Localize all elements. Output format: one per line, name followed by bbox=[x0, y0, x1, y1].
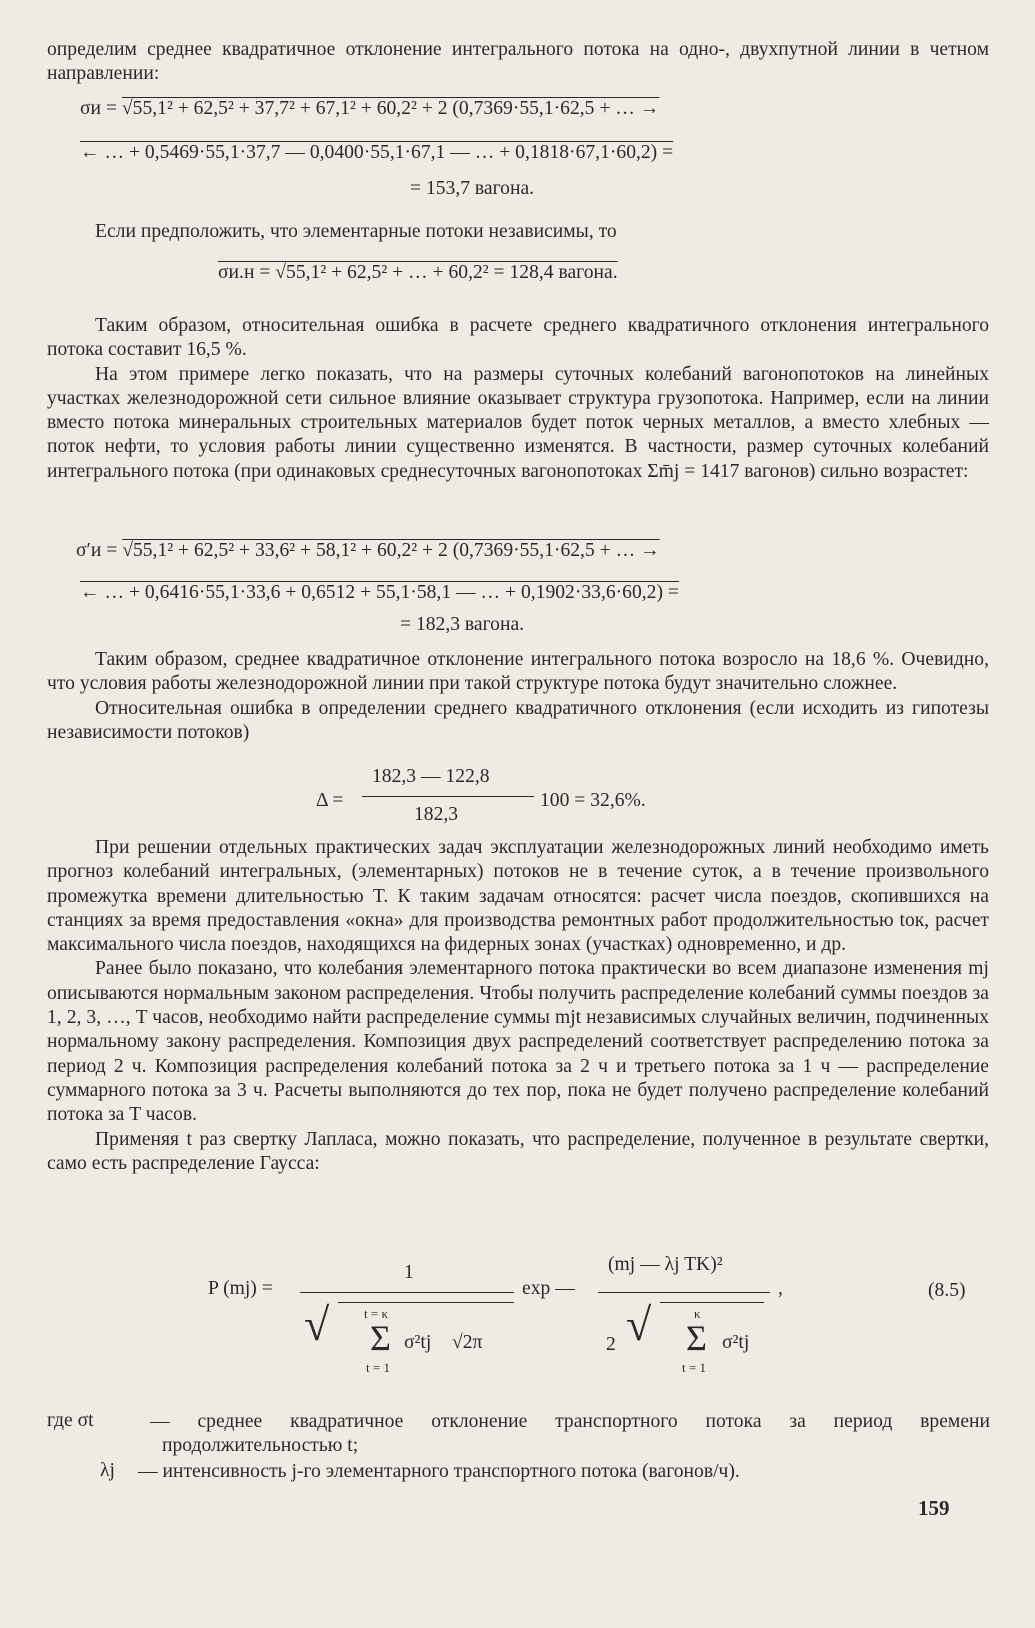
where-lambda-definition bbox=[138, 1460, 990, 1484]
eq5-sqrt2pi-text: √2π bbox=[452, 1332, 483, 1353]
eq5-sigma-term2: σ²tj bbox=[722, 1332, 750, 1353]
eq1-lhs: σи = bbox=[80, 98, 117, 119]
eq4-num: 182,3 — 122,8 bbox=[372, 766, 490, 787]
where-text-2: — интенсивность j-го элементарного транспортного потока (вагонов/ч). bbox=[138, 1461, 740, 1482]
eq5-numerator-2 bbox=[608, 1254, 723, 1276]
eq4-lhs: Δ = bbox=[316, 790, 344, 811]
eq3-lhs: σ′и = bbox=[76, 540, 118, 561]
where-sigma-definition bbox=[150, 1410, 990, 1459]
eq5-sum-top2: κ bbox=[694, 1306, 701, 1321]
body-text-3 bbox=[47, 836, 989, 1176]
intro-text: определим среднее квадратичное отклонение интегрального потока на одно-, двухпутной линии в четном направлении: bbox=[47, 39, 989, 85]
eq5-radical-1-bar bbox=[338, 1302, 514, 1303]
equation-1-line-3 bbox=[410, 178, 534, 200]
eq5-exp-text: exp — bbox=[522, 1278, 575, 1299]
eq5-numerator-1 bbox=[404, 1262, 414, 1284]
eq5-sqrt2pi bbox=[452, 1332, 482, 1354]
paragraph-1: Таким образом, относительная ошибка в расчете среднего квадратичного отклонения интегрального потока составит 16,5 %. bbox=[47, 315, 989, 361]
where-sigma-symbol bbox=[47, 1410, 94, 1432]
eq5-num2: (mj — λj TK)² bbox=[608, 1254, 723, 1275]
eq1-line3: = 153,7 вагона. bbox=[410, 178, 535, 199]
independence-paragraph bbox=[47, 220, 989, 244]
eq3-line1: √55,1² + 62,5² + 33,6² + 58,1² + 60,2² + 2 (0,7369·55,1·62,5 + … → bbox=[122, 540, 660, 561]
eq5-two-text: 2 bbox=[606, 1334, 616, 1355]
eq2-text: σи.н = √55,1² + 62,5² + … + 60,2² = 128,4 вагона. bbox=[218, 262, 618, 283]
eq4-rhs: 100 = 32,6%. bbox=[540, 790, 646, 811]
equation-3-line-3 bbox=[400, 614, 524, 636]
eq5-sum-bot2: t = 1 bbox=[682, 1360, 706, 1375]
intro-paragraph bbox=[47, 38, 989, 87]
equation-4-denominator bbox=[414, 804, 458, 826]
equation-3-line-2 bbox=[80, 582, 679, 604]
eq5-comma-text: , bbox=[778, 1278, 783, 1299]
eq5-radical-2-bar bbox=[660, 1302, 764, 1303]
paragraph-5: При решении отдельных практических задач эксплуатации железнодорожных линий необходимо иметь прогноз колебаний интегральных, (элементарных) потоков не в течение суток, а в течение произвольного промежутка времени длительностью T. К таким задачам относятся: расчет числа поездов, скопившихся на станциях за время предоставления «окна» для производства ремонтных работ продолжительностью tок, расчет максимального числа поездов, находящихся на фидерных зонах (участках) одновременно, и др. bbox=[47, 837, 989, 956]
eq5-sum-bottom-2 bbox=[682, 1360, 706, 1376]
independence-text: Если предположить, что элементарные потоки независимы, то bbox=[95, 221, 617, 242]
eq5-radical-2: √ bbox=[626, 1299, 652, 1350]
eq3-line2: ← … + 0,6416·55,1·33,6 + 0,6512 + 55,1·58,1 — … + 0,1902·33,6·60,2) = bbox=[80, 582, 679, 603]
paragraph-7: Применяя t раз свертку Лапласа, можно показать, что распределение, полученное в результате свертки, само есть распределение Гаусса: bbox=[47, 1128, 989, 1174]
body-text-1 bbox=[47, 314, 989, 484]
page-number bbox=[918, 1496, 950, 1521]
equation-2 bbox=[218, 262, 618, 284]
eq4-fraction-bar bbox=[362, 796, 534, 797]
equation-1-line-2 bbox=[80, 142, 673, 164]
equation-4-lhs bbox=[316, 790, 343, 812]
eq5-exp bbox=[522, 1278, 575, 1300]
eq5-lhs: P (mj) = bbox=[208, 1278, 273, 1299]
equation-3-line-1 bbox=[76, 540, 660, 562]
equation-4-numerator bbox=[372, 766, 490, 788]
eq5-sum-top1: t = κ bbox=[364, 1306, 388, 1321]
paragraph-4: Относительная ошибка в определении среднего квадратичного отклонения (если исходить из гипотезы независимости потоков) bbox=[47, 697, 989, 743]
eq5-two bbox=[606, 1334, 616, 1356]
body-text-2 bbox=[47, 648, 989, 745]
equation-number bbox=[928, 1280, 966, 1302]
where-sym-1: где σt bbox=[47, 1410, 94, 1431]
eq5-sigma-2: Σ bbox=[686, 1318, 707, 1358]
eq5-sigma-term1: σ²tj bbox=[404, 1332, 432, 1353]
eq5-radical-1: √ bbox=[304, 1299, 330, 1350]
eq4-den: 182,3 bbox=[414, 804, 459, 825]
eq5-number: (8.5) bbox=[928, 1280, 966, 1301]
eq5-sigma-1: Σ bbox=[370, 1318, 391, 1358]
eq5-sigma-term-1 bbox=[404, 1332, 431, 1354]
eq3-line3: = 182,3 вагона. bbox=[400, 614, 525, 635]
equation-1-line-1 bbox=[80, 98, 659, 120]
eq1-line2: ← … + 0,5469·55,1·37,7 — 0,0400·55,1·67,1 — … + 0,1818·67,1·60,2) = bbox=[80, 142, 674, 163]
eq5-sigma-term-2 bbox=[722, 1332, 749, 1354]
page-number-text: 159 bbox=[918, 1496, 950, 1520]
eq1-line1: √55,1² + 62,5² + 37,7² + 67,1² + 60,2² + 2 (0,7369·55,1·62,5 + … → bbox=[121, 98, 660, 119]
equation-4-rhs bbox=[540, 790, 646, 812]
eq5-fraction-bar-2 bbox=[598, 1292, 770, 1293]
where-lambda-symbol bbox=[100, 1460, 115, 1482]
where-sym-2: λj bbox=[100, 1460, 115, 1481]
equation-5-lhs bbox=[208, 1278, 273, 1300]
paragraph-2: На этом примере легко показать, что на размеры суточных колебаний вагонопотоков на линейных участках железнодорожной сети сильное влияние оказывает структура грузопотока. Например, если на линии вместо потока минеральных строительных материалов будет поток черных металлов, а вместо хлебных — поток нефти, то условия работы линии существенно изменятся. В частности, размер суточных колебаний интегрального потока (при одинаковых среднесуточных вагонопотоках Σm̄j = 1417 вагонов) сильно возрастет: bbox=[47, 363, 989, 482]
eq5-sum-bottom-1 bbox=[366, 1360, 390, 1376]
paragraph-6: Ранее было показано, что колебания элементарного потока практически во всем диапазоне изменения mj описываются нормальным законом распределения. Чтобы получить распределение колебаний суммы поездов за 1, 2, 3, …, T часов, необходимо найти распределение суммы mjt независимых случайных величин, подчиненных нормальному закону распределения. Композиция двух распределений соответствует распределению потока за период 2 ч. Композиция распределения колебаний потока за 2 ч и третьего потока за 1 ч — распределение суммарного потока за 3 ч. Расчеты выполняются до тех пор, пока не будет получено распределение колебаний потока за T часов. bbox=[47, 958, 989, 1126]
eq5-num1: 1 bbox=[404, 1262, 414, 1283]
eq5-fraction-bar-1 bbox=[300, 1292, 514, 1293]
paragraph-3: Таким образом, среднее квадратичное отклонение интегрального потока возросло на 18,6 %. Очевидно, что условия работы железнодорожной линии при такой структуре потока будут значительно сложнее. bbox=[47, 649, 989, 695]
where-text-1: — среднее квадратичное отклонение транспортного потока за период времени продолжительностью t; bbox=[150, 1411, 990, 1457]
eq5-sum-bot1: t = 1 bbox=[366, 1360, 390, 1375]
eq5-comma bbox=[778, 1278, 783, 1300]
